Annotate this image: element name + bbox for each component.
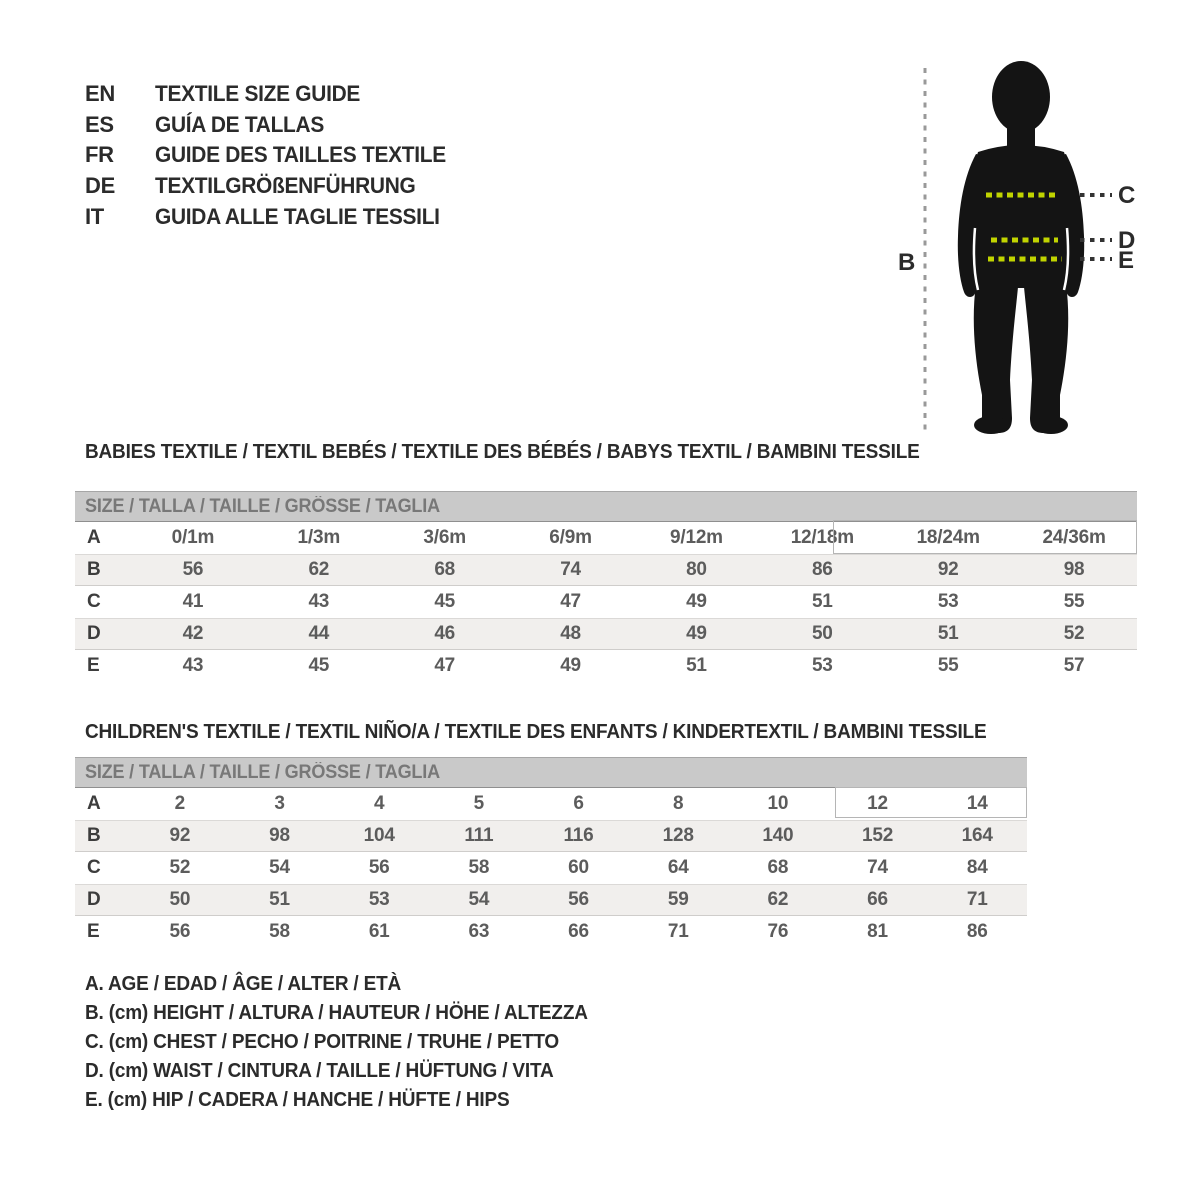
table-cell: 55 bbox=[1063, 591, 1085, 612]
table-cell: 80 bbox=[686, 559, 707, 580]
table-cell: 74 bbox=[560, 559, 581, 580]
language-row bbox=[85, 171, 461, 202]
language-title: GUÍA DE TALLAS bbox=[155, 111, 325, 137]
children-size-table bbox=[75, 757, 1027, 948]
language-row bbox=[85, 201, 461, 232]
legend-line-hip bbox=[85, 1089, 614, 1118]
row-label: E bbox=[87, 921, 100, 942]
row-label: B bbox=[87, 825, 101, 846]
table-cell: 62 bbox=[308, 559, 330, 580]
hip-label: E bbox=[1118, 247, 1135, 274]
table-cell: 66 bbox=[568, 921, 589, 942]
table-cell: 12 bbox=[867, 793, 888, 814]
table-cell: 68 bbox=[434, 559, 456, 580]
table-cell: 111 bbox=[464, 825, 494, 846]
table-cell: 68 bbox=[767, 857, 789, 878]
language-row bbox=[85, 79, 461, 110]
size-table-row-B bbox=[75, 554, 1137, 586]
table-cell: 45 bbox=[434, 591, 456, 612]
legend-line-waist bbox=[85, 1060, 614, 1089]
size-table-row-C bbox=[75, 852, 1027, 884]
table-cell: 49 bbox=[686, 591, 707, 612]
babies-section-title-text: BABIES TEXTILE / TEXTIL BEBÉS / TEXTILE DES BÉBÉS / BABYS TEXTIL / BAMBINI TESSILE bbox=[85, 441, 920, 463]
size-table-row-D bbox=[75, 618, 1137, 650]
table-cell: 98 bbox=[1063, 559, 1085, 580]
table-cell: 164 bbox=[961, 825, 993, 846]
table-cell: 56 bbox=[568, 889, 589, 910]
legend-text: B. (cm) HEIGHT / ALTURA / HAUTEUR / HÖHE / ALTEZZA bbox=[85, 1002, 588, 1024]
table-cell: 51 bbox=[937, 623, 959, 644]
size-header-label: SIZE / TALLA / TAILLE / GRÖSSE / TAGLIA bbox=[85, 495, 440, 517]
language-title: TEXTILE SIZE GUIDE bbox=[155, 81, 361, 107]
table-cell: 51 bbox=[686, 655, 707, 676]
table-cell: 6 bbox=[573, 793, 584, 814]
table-cell: 41 bbox=[182, 591, 204, 612]
table-cell: 43 bbox=[308, 591, 330, 612]
table-cell: 51 bbox=[269, 889, 290, 910]
row-label: D bbox=[87, 623, 101, 644]
children-section-title bbox=[85, 721, 1034, 744]
table-cell: 64 bbox=[667, 857, 689, 878]
table-cell: 86 bbox=[966, 921, 988, 942]
table-cell: 54 bbox=[269, 857, 290, 878]
table-cell: 18/24m bbox=[916, 527, 980, 548]
table-cell: 53 bbox=[937, 591, 959, 612]
table-cell: 12/18m bbox=[790, 527, 854, 548]
chest-label: C bbox=[1118, 182, 1136, 209]
table-cell: 50 bbox=[811, 623, 833, 644]
table-cell: 52 bbox=[169, 857, 191, 878]
table-cell: 53 bbox=[811, 655, 833, 676]
row-label: E bbox=[87, 655, 100, 676]
children-selected-range-box bbox=[835, 787, 1027, 818]
table-cell: 51 bbox=[811, 591, 833, 612]
legend-text: D. (cm) WAIST / CINTURA / TAILLE / HÜFTUNG / VITA bbox=[85, 1060, 554, 1082]
table-cell: 92 bbox=[169, 825, 191, 846]
table-cell: 4 bbox=[373, 793, 385, 814]
table-cell: 3 bbox=[274, 793, 285, 814]
row-label: C bbox=[87, 857, 101, 878]
language-title: TEXTILGRÖßENFÜHRUNG bbox=[155, 173, 416, 199]
legend-line-age bbox=[85, 973, 614, 1002]
size-table-row-E bbox=[75, 916, 1027, 948]
language-code: ES bbox=[85, 111, 114, 137]
legend-text: A. AGE / EDAD / ÂGE / ALTER / ETÀ bbox=[85, 973, 402, 995]
table-cell: 50 bbox=[169, 889, 191, 910]
language-code: EN bbox=[85, 81, 115, 107]
table-cell: 3/6m bbox=[423, 527, 466, 548]
table-cell: 84 bbox=[966, 857, 988, 878]
table-cell: 43 bbox=[182, 655, 204, 676]
size-table-row-D bbox=[75, 884, 1027, 916]
language-code: FR bbox=[85, 142, 114, 168]
height-label: B bbox=[898, 249, 916, 276]
table-cell: 104 bbox=[363, 825, 395, 846]
table-cell: 47 bbox=[434, 655, 456, 676]
language-list bbox=[85, 79, 461, 232]
table-cell: 2 bbox=[174, 793, 186, 814]
table-cell: 60 bbox=[568, 857, 589, 878]
legend-line-chest bbox=[85, 1031, 614, 1060]
table-cell: 47 bbox=[560, 591, 581, 612]
row-label: D bbox=[87, 889, 101, 910]
legend-line-height bbox=[85, 1002, 614, 1031]
table-cell: 59 bbox=[667, 889, 689, 910]
table-cell: 56 bbox=[169, 921, 191, 942]
table-cell: 76 bbox=[767, 921, 789, 942]
row-label: B bbox=[87, 559, 101, 580]
size-table-row-B bbox=[75, 820, 1027, 852]
table-cell: 53 bbox=[368, 889, 390, 910]
table-cell: 63 bbox=[468, 921, 490, 942]
language-code: DE bbox=[85, 173, 115, 199]
table-cell: 92 bbox=[937, 559, 959, 580]
table-cell: 71 bbox=[966, 889, 988, 910]
size-header-label: SIZE / TALLA / TAILLE / GRÖSSE / TAGLIA bbox=[85, 761, 440, 783]
table-cell: 44 bbox=[308, 623, 330, 644]
row-label: C bbox=[87, 591, 101, 612]
table-cell: 71 bbox=[667, 921, 689, 942]
table-cell: 14 bbox=[966, 793, 988, 814]
table-cell: 10 bbox=[767, 793, 789, 814]
language-row bbox=[85, 140, 461, 171]
table-cell: 9/12m bbox=[670, 527, 723, 548]
table-cell: 42 bbox=[182, 623, 204, 644]
children-size-header-bar bbox=[75, 757, 1027, 788]
child-measurement-figure bbox=[860, 40, 1200, 460]
table-cell: 62 bbox=[767, 889, 789, 910]
table-cell: 152 bbox=[861, 825, 894, 846]
table-cell: 61 bbox=[368, 921, 390, 942]
table-cell: 57 bbox=[1063, 655, 1085, 676]
table-cell: 56 bbox=[368, 857, 390, 878]
row-label: A bbox=[87, 793, 101, 814]
measurement-legend bbox=[85, 973, 614, 1118]
language-title: GUIDE DES TAILLES TEXTILE bbox=[155, 142, 446, 168]
row-label: A bbox=[87, 527, 101, 548]
table-cell: 24/36m bbox=[1042, 527, 1106, 548]
table-cell: 128 bbox=[662, 825, 694, 846]
table-cell: 8 bbox=[673, 793, 684, 814]
language-title: GUIDA ALLE TAGLIE TESSILI bbox=[155, 203, 440, 229]
table-cell: 0/1m bbox=[171, 527, 215, 548]
size-table-row-E bbox=[75, 650, 1137, 682]
legend-text: E. (cm) HIP / CADERA / HANCHE / HÜFTE / HIPS bbox=[85, 1089, 510, 1111]
table-cell: 5 bbox=[473, 793, 485, 814]
table-cell: 48 bbox=[560, 623, 581, 644]
table-cell: 49 bbox=[686, 623, 707, 644]
language-code: IT bbox=[85, 203, 104, 229]
table-cell: 45 bbox=[308, 655, 330, 676]
table-cell: 52 bbox=[1063, 623, 1085, 644]
children-section-title-text: CHILDREN'S TEXTILE / TEXTIL NIÑO/A / TEXTILE DES ENFANTS / KINDERTEXTIL / BAMBINI TESSILE bbox=[85, 721, 987, 743]
table-cell: 86 bbox=[811, 559, 833, 580]
table-cell: 116 bbox=[563, 825, 594, 846]
table-cell: 81 bbox=[867, 921, 888, 942]
size-table-row-C bbox=[75, 586, 1137, 618]
babies-section-title bbox=[85, 441, 964, 464]
babies-selected-range-box bbox=[833, 520, 1137, 554]
table-cell: 140 bbox=[762, 825, 794, 846]
language-row bbox=[85, 110, 461, 141]
table-cell: 54 bbox=[468, 889, 490, 910]
table-cell: 6/9m bbox=[549, 527, 592, 548]
table-cell: 56 bbox=[182, 559, 204, 580]
table-cell: 49 bbox=[560, 655, 581, 676]
waist-label: D bbox=[1118, 227, 1136, 254]
table-cell: 58 bbox=[468, 857, 490, 878]
table-cell: 74 bbox=[867, 857, 888, 878]
babies-size-header-bar bbox=[75, 491, 1137, 522]
table-cell: 46 bbox=[434, 623, 456, 644]
table-cell: 98 bbox=[269, 825, 290, 846]
table-cell: 66 bbox=[867, 889, 888, 910]
table-cell: 1/3m bbox=[297, 527, 341, 548]
child-silhouette bbox=[958, 61, 1084, 434]
table-cell: 55 bbox=[937, 655, 959, 676]
table-cell: 58 bbox=[269, 921, 290, 942]
legend-text: C. (cm) CHEST / PECHO / POITRINE / TRUHE / PETTO bbox=[85, 1031, 560, 1053]
